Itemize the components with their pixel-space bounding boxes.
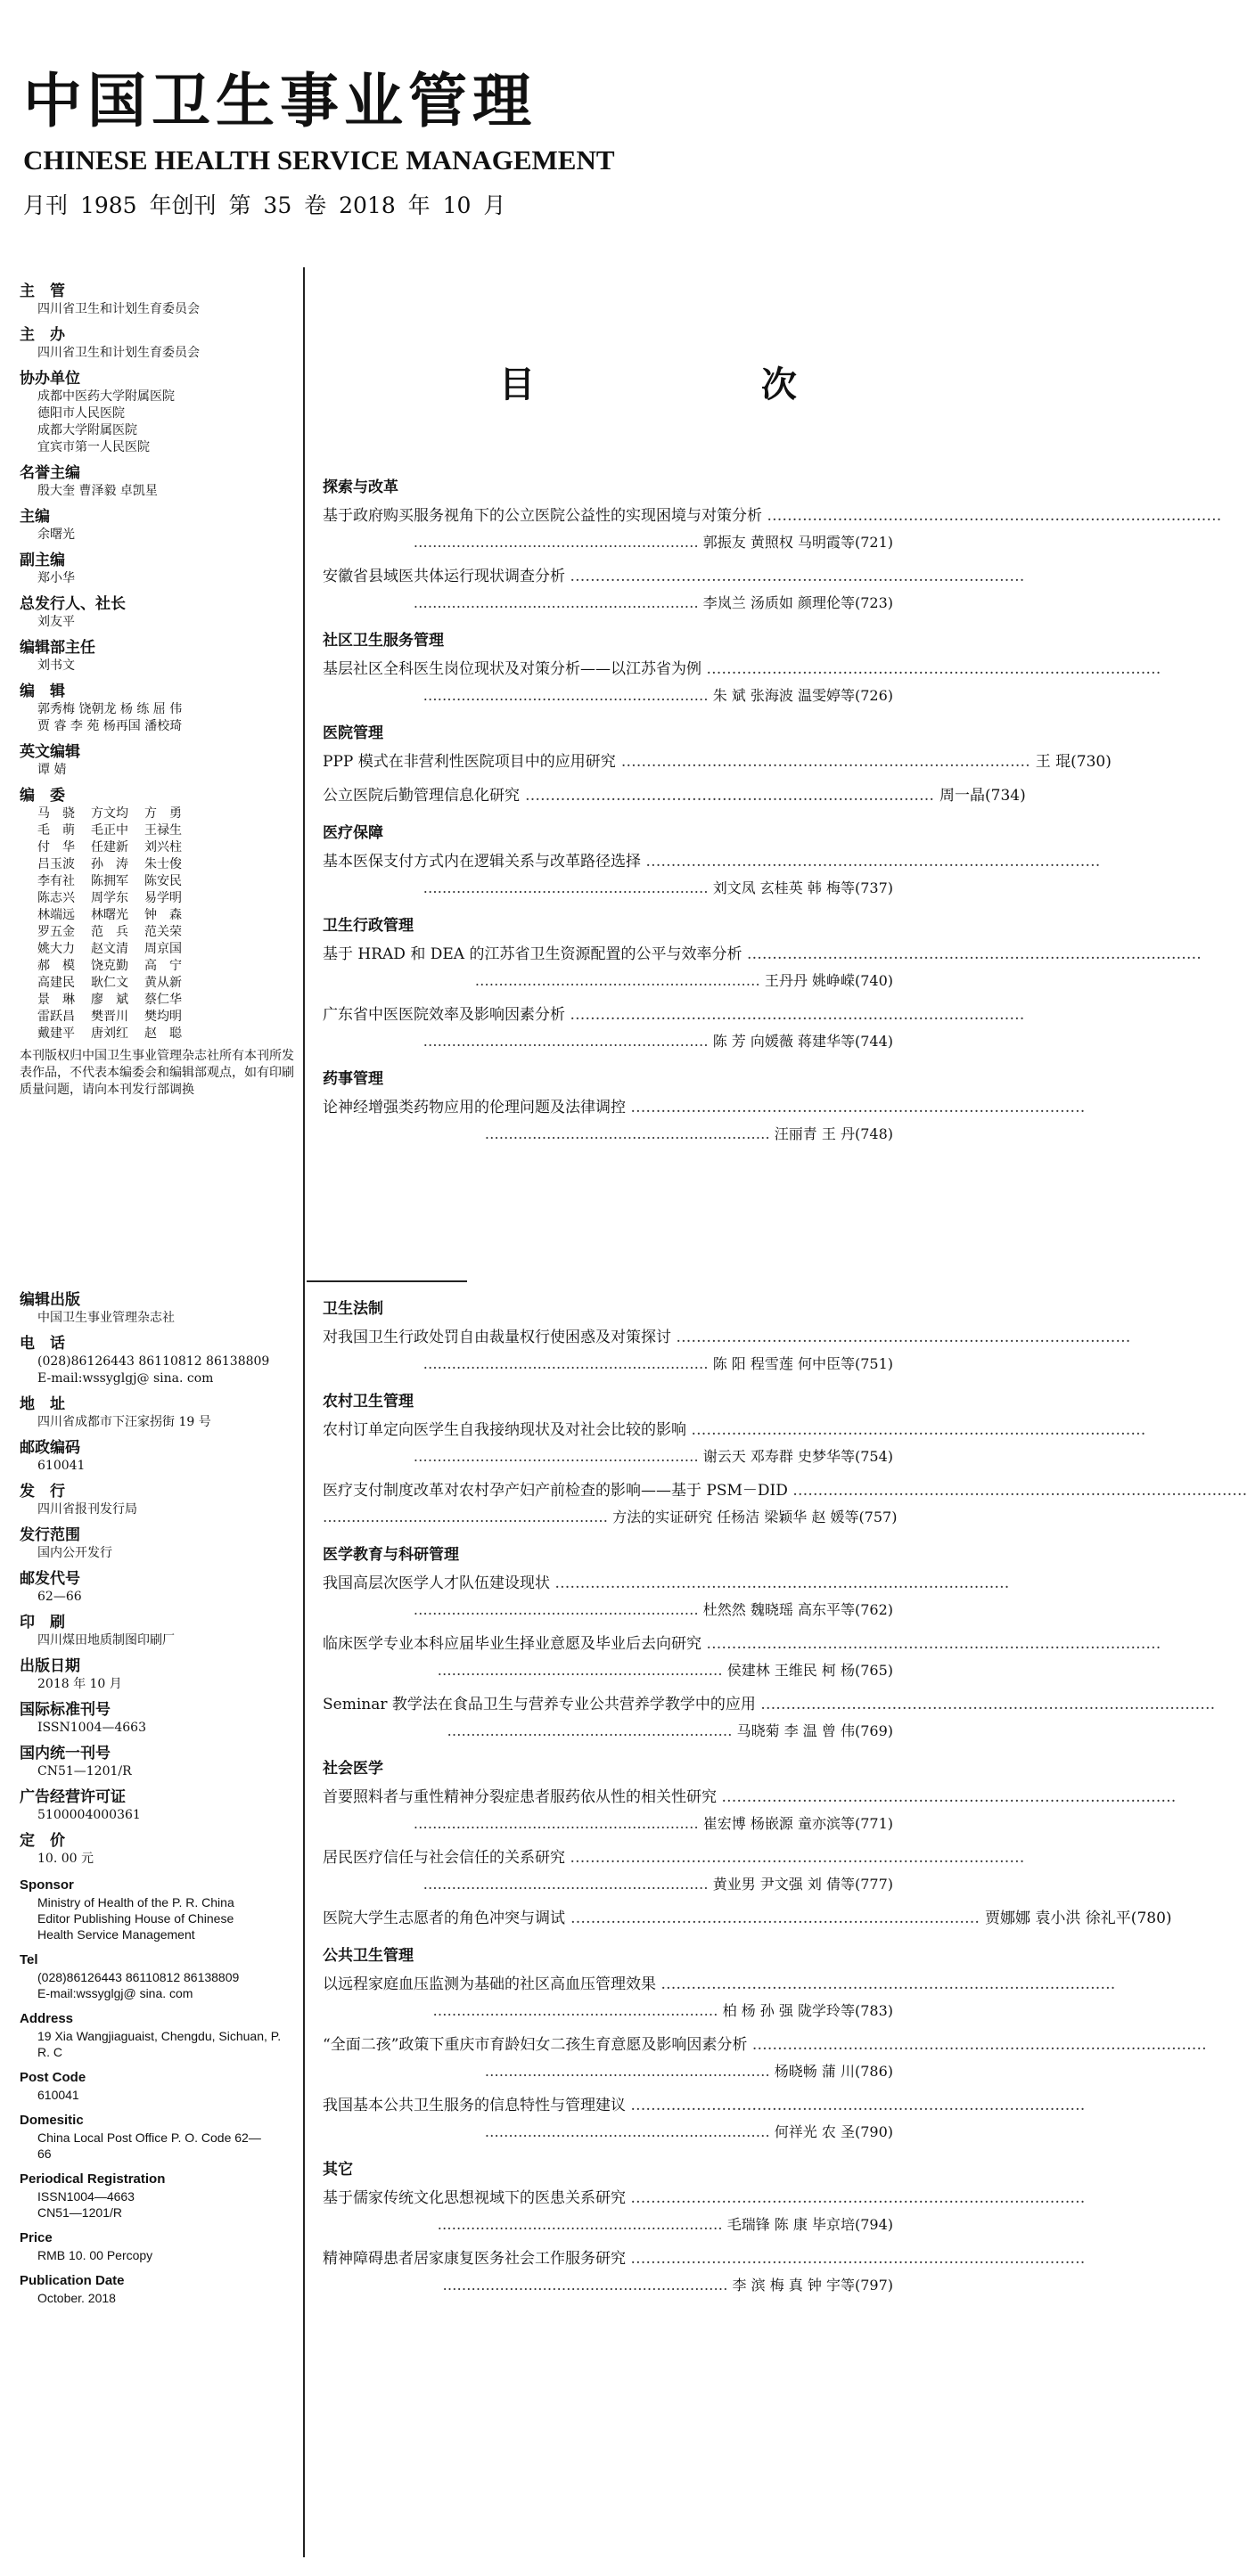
toc-entry <box>323 656 893 709</box>
committee-member: 范关荣 <box>144 925 182 939</box>
info-value: 中国卫生事业管理杂志社 <box>37 1311 175 1325</box>
info-label-en: Publication Date <box>20 2273 125 2288</box>
toc-entry <box>323 1784 893 1837</box>
committee-member: 方 勇 <box>144 806 182 821</box>
committee-member: 陈志兴 <box>37 891 75 905</box>
editorial-committee-list <box>20 806 303 1043</box>
article-title: 我国基本公共卫生服务的信息特性与管理建议 ……………………………………………………………………………… <box>323 2092 893 2119</box>
article-authors: …………………………………………………… 王丹丹 姚峥嵘(740) <box>323 968 893 994</box>
section-divider <box>307 1280 467 1282</box>
committee-member: 毛 萌 <box>37 823 75 838</box>
committee-member: 朱士俊 <box>144 857 182 871</box>
article-title: PPP 模式在非营利性医院项目中的应用研究 <box>323 753 616 771</box>
info-label: 总发行人、社长 <box>20 595 126 613</box>
toc-entry <box>323 1844 893 1898</box>
toc-section-heading: 医院管理 <box>323 724 383 742</box>
committee-member: 易学明 <box>144 891 182 905</box>
toc-entry <box>323 848 893 902</box>
committee-member: 雷跃昌 <box>37 1010 75 1024</box>
info-label: 英文编辑 <box>20 743 80 761</box>
info-label: 邮政编码 <box>20 1439 80 1457</box>
toc-entry <box>323 1417 893 1470</box>
leader-dots: ……………………………………………………………………… <box>620 753 1030 771</box>
info-value-en: (028)86126443 86110812 86138809 <box>37 1970 240 1984</box>
toc-title: 目 次 <box>499 364 904 405</box>
info-value: 刘友平 <box>37 615 75 629</box>
committee-member: 耿仁文 <box>91 976 128 990</box>
toc-section-heading: 探索与改革 <box>323 478 398 496</box>
article-authors: 贾娜娜 袁小洪 徐礼平(780) <box>985 1910 1172 1927</box>
publication-info <box>20 1283 303 2306</box>
committee-member: 孙 涛 <box>91 857 128 871</box>
article-authors: …………………………………………………… 杨晓畅 蒲 川(786) <box>323 2058 893 2085</box>
info-label: 出版日期 <box>20 1657 80 1675</box>
info-value: 四川煤田地质制图印刷厂 <box>37 1633 175 1648</box>
info-label: 地 址 <box>20 1395 65 1413</box>
info-value-en: 610041 <box>37 2088 79 2102</box>
journal-title-en: CHINESE HEALTH SERVICE MANAGEMENT <box>23 144 615 176</box>
committee-member: 唐刘红 <box>91 1026 128 1041</box>
info-label: 发行范围 <box>20 1526 80 1544</box>
toc-entry <box>323 1971 893 2024</box>
toc-entry-row <box>323 748 1112 775</box>
article-authors: …………………………………………………… 何祥光 农 圣(790) <box>323 2119 893 2146</box>
info-value: 郑小华 <box>37 571 75 585</box>
committee-member: 马 骁 <box>37 806 75 821</box>
info-label: 副主编 <box>20 552 65 569</box>
committee-member: 陈安民 <box>144 874 182 888</box>
article-title: 居民医疗信任与社会信任的关系研究 ……………………………………………………………………………… <box>323 1844 893 1871</box>
journal-title-cn: 中国卫生事业管理 <box>23 67 537 135</box>
toc-entry <box>323 2185 893 2238</box>
info-label-en: Tel <box>20 1952 38 1967</box>
article-title: 临床医学专业本科应届毕业生择业意愿及毕业后去向研究 ……………………………………………………………………………… <box>323 1631 893 1657</box>
toc-entry <box>323 2245 893 2299</box>
info-value-en: China Local Post Office P. O. Code 62— <box>37 2130 261 2145</box>
info-value-en: R. C <box>37 2045 62 2059</box>
committee-member: 任建新 <box>91 840 128 855</box>
info-label-en: Sponsor <box>20 1877 74 1893</box>
committee-member: 吕玉波 <box>37 857 75 871</box>
article-title: 医疗支付制度改革对农村孕产妇产前检查的影响——基于 PSM－DID ……………………………………………………………………………… <box>323 1477 893 1504</box>
info-value-en: ISSN1004—4663 <box>37 2189 135 2204</box>
info-value: 610041 <box>37 1459 86 1473</box>
info-label: 定 价 <box>20 1832 65 1850</box>
toc-section-heading: 卫生法制 <box>323 1300 383 1318</box>
info-label: 协办单位 <box>20 370 80 388</box>
toc-entry <box>323 563 893 617</box>
info-value-en: Editor Publishing House of Chinese <box>37 1911 234 1926</box>
toc-section-heading: 农村卫生管理 <box>323 1393 414 1411</box>
info-value: 成都大学附属医院 <box>37 423 137 438</box>
toc-section-heading: 医疗保障 <box>323 824 383 842</box>
article-authors: …………………………………………………… 方法的实证研究 任杨洁 梁颖华 赵 媛等(757) <box>323 1504 893 1531</box>
masthead-staff <box>20 274 303 1099</box>
toc-entry <box>323 1324 893 1378</box>
info-label: 广告经营许可证 <box>20 1788 126 1806</box>
toc-entry <box>323 782 1026 809</box>
info-value: 5100004000361 <box>37 1808 141 1822</box>
article-authors: 周一晶(734) <box>939 787 1026 805</box>
toc-entry <box>323 1905 1172 1932</box>
toc-entry <box>323 1570 893 1623</box>
article-authors: …………………………………………………… 李 滨 梅 真 钟 宇等(797) <box>323 2272 893 2299</box>
info-label-en: Periodical Registration <box>20 2171 166 2187</box>
committee-member: 戴建平 <box>37 1026 75 1041</box>
committee-member: 林端远 <box>37 908 75 922</box>
info-value-en: October. 2018 <box>37 2291 116 2305</box>
committee-member: 姚大力 <box>37 942 75 956</box>
article-authors: …………………………………………………… 崔宏博 杨嵌源 童亦滨等(771) <box>323 1811 893 1837</box>
info-label: 编 辑 <box>20 683 65 700</box>
article-title: 精神障碍患者居家康复医务社会工作服务研究 ……………………………………………………………………………… <box>323 2245 893 2272</box>
article-title: 医院大学生志愿者的角色冲突与调试 <box>323 1910 565 1927</box>
article-authors: …………………………………………………… 李岚兰 汤质如 颜理伦等(723) <box>323 590 893 617</box>
article-title: 基层社区全科医生岗位现状及对策分析——以江苏省为例 ……………………………………………………………………………… <box>323 656 893 683</box>
article-authors: …………………………………………………… 毛瑞锋 陈 康 毕京培(794) <box>323 2212 893 2238</box>
info-value: 2018 年 10 月 <box>37 1677 122 1691</box>
toc-section-heading: 药事管理 <box>323 1070 383 1088</box>
committee-member: 饶克勤 <box>91 959 128 973</box>
toc-section-heading: 社会医学 <box>323 1760 383 1778</box>
info-value: 四川省报刊发行局 <box>37 1502 137 1517</box>
info-value: 谭 婧 <box>37 763 67 777</box>
info-value: 贾 睿 李 苑 杨再国 潘校琦 <box>37 719 183 733</box>
toc-entry-row <box>323 1905 1172 1932</box>
issue-info: 月刊 1985 年创刊 第 35 卷 2018 年 10 月 <box>23 192 506 218</box>
article-authors: …………………………………………………… 马晓菊 李 温 曾 伟(769) <box>323 1718 893 1745</box>
info-value: 殷大奎 曹泽毅 卓凯星 <box>37 484 158 498</box>
table-of-contents-part2 <box>323 1285 1172 2306</box>
info-value: 四川省卫生和计划生育委员会 <box>37 302 200 316</box>
committee-member: 范 兵 <box>91 925 128 939</box>
committee-member: 王禄生 <box>144 823 182 838</box>
committee-member: 蔡仁华 <box>144 993 182 1007</box>
info-value-en: Ministry of Health of the P. R. China <box>37 1895 234 1910</box>
toc-entry <box>323 2032 893 2085</box>
info-value-en: 19 Xia Wangjiaguaist, Chengdu, Sichuan, P. <box>37 2029 282 2043</box>
info-label: 编辑出版 <box>20 1291 80 1309</box>
info-label: 主 办 <box>20 326 65 344</box>
article-title: 论神经增强类药物应用的伦理问题及法律调控 ……………………………………………………………………………… <box>323 1094 893 1121</box>
article-authors: …………………………………………………… 刘文凤 玄桂英 韩 梅等(737) <box>323 875 893 902</box>
article-authors: …………………………………………………… 谢云天 邓寿群 史梦华等(754) <box>323 1443 893 1470</box>
committee-member: 付 华 <box>37 840 75 855</box>
info-label: 主编 <box>20 508 50 526</box>
article-authors: …………………………………………………… 陈 芳 向媛薇 蒋建华等(744) <box>323 1028 893 1055</box>
info-label: 邮发代号 <box>20 1570 80 1588</box>
article-title: 以远程家庭血压监测为基础的社区高血压管理效果 ……………………………………………………………………………… <box>323 1971 893 1998</box>
column-divider <box>303 267 305 2557</box>
info-value-en: RMB 10. 00 Percopy <box>37 2248 153 2262</box>
info-value: 余曙光 <box>37 527 75 542</box>
toc-entry <box>323 1477 898 1531</box>
info-value: 宜宾市第一人民医院 <box>37 440 150 454</box>
toc-entry <box>323 1002 893 1055</box>
committee-member: 廖 斌 <box>91 993 128 1007</box>
toc-section-heading: 社区卫生服务管理 <box>323 632 444 650</box>
article-title: 公立医院后勤管理信息化研究 <box>323 787 520 805</box>
editorial-committee-label: 编 委 <box>20 787 65 805</box>
committee-member: 林曙光 <box>91 908 128 922</box>
table-of-contents-part1 <box>323 463 1112 1155</box>
toc-entry-row <box>323 782 1026 809</box>
article-title: 安徽省县域医共体运行现状调查分析 ……………………………………………………………………………… <box>323 563 893 590</box>
toc-section-heading: 其它 <box>323 2161 353 2179</box>
article-title: 我国高层次医学人才队伍建设现状 ……………………………………………………………………………… <box>323 1570 893 1597</box>
toc-entry <box>323 503 893 556</box>
info-value: 四川省成都市下汪家拐街 19 号 <box>37 1415 211 1429</box>
info-label: 名誉主编 <box>20 464 80 482</box>
article-title: 农村订单定向医学生自我接纳现状及对社会比较的影响 ……………………………………………………………………………… <box>323 1417 893 1443</box>
committee-member: 毛正中 <box>91 823 128 838</box>
committee-member: 高建民 <box>37 976 75 990</box>
info-label-en: Post Code <box>20 2070 86 2085</box>
info-value: (028)86126443 86110812 86138809 <box>37 1354 270 1369</box>
toc-section-heading: 卫生行政管理 <box>323 917 414 935</box>
toc-entry <box>323 941 893 994</box>
leader-dots: ……………………………………………………………………… <box>525 787 934 805</box>
committee-member: 黄从新 <box>144 976 182 990</box>
article-title: 基本医保支付方式内在逻辑关系与改革路径选择 ……………………………………………………………………………… <box>323 848 893 875</box>
article-authors: …………………………………………………… 陈 阳 程雪莲 何中臣等(751) <box>323 1351 893 1378</box>
copyright-notice: 本刊版权归中国卫生事业管理杂志社所有本刊所发表作品，不代表本编委会和编辑部观点，如有印刷质量问题，请向本刊发行部调换 <box>20 1049 294 1097</box>
article-authors: …………………………………………………… 黄业男 尹文强 刘 倩等(777) <box>323 1871 893 1898</box>
article-authors: …………………………………………………… 郭振友 黄照权 马明霞等(721) <box>323 529 893 556</box>
article-authors: 王 琨(730) <box>1035 753 1112 771</box>
article-title: 首要照料者与重性精神分裂症患者服药依从性的相关性研究 ……………………………………………………………………………… <box>323 1784 893 1811</box>
committee-member: 陈拥军 <box>91 874 128 888</box>
toc-entry <box>323 748 1112 775</box>
toc-section-heading: 公共卫生管理 <box>323 1947 414 1965</box>
info-value: 刘书文 <box>37 658 75 673</box>
info-value: E-mail:wssyglgj@ sina. com <box>37 1371 214 1386</box>
info-label: 编辑部主任 <box>20 639 95 657</box>
info-value: 10. 00 元 <box>37 1852 94 1866</box>
committee-member: 钟 森 <box>144 908 182 922</box>
committee-member: 樊均明 <box>144 1010 182 1024</box>
toc-entry <box>323 2092 893 2146</box>
committee-member: 赵文清 <box>91 942 128 956</box>
committee-member: 景 琳 <box>37 993 75 1007</box>
info-value: 四川省卫生和计划生育委员会 <box>37 346 200 360</box>
info-value-en: Health Service Management <box>37 1927 195 1942</box>
committee-member: 樊晋川 <box>91 1010 128 1024</box>
leader-dots: ……………………………………………………………………… <box>570 1910 980 1927</box>
committee-member: 李有社 <box>37 874 75 888</box>
info-label-en: Price <box>20 2230 53 2245</box>
toc-entry <box>323 1691 893 1745</box>
info-label: 电 话 <box>20 1335 65 1353</box>
committee-member: 方文均 <box>91 806 128 821</box>
article-title: 基于 HRAD 和 DEA 的江苏省卫生资源配置的公平与效率分析 ……………………………………………………………………………… <box>323 941 893 968</box>
committee-member: 赵 聪 <box>144 1026 182 1041</box>
toc-section-heading: 医学教育与科研管理 <box>323 1546 459 1564</box>
info-value-en: 66 <box>37 2147 52 2161</box>
committee-member: 周学东 <box>91 891 128 905</box>
article-authors: …………………………………………………… 杜然然 魏晓瑶 高东平等(762) <box>323 1597 893 1623</box>
info-value: CN51—1201/R <box>37 1764 132 1779</box>
committee-member: 罗五金 <box>37 925 75 939</box>
toc-entry <box>323 1631 893 1684</box>
toc-entry <box>323 1094 893 1148</box>
info-value: ISSN1004—4663 <box>37 1721 146 1735</box>
info-value-en: CN51—1201/R <box>37 2205 122 2220</box>
committee-member: 刘兴柱 <box>144 840 182 855</box>
article-title: 广东省中医医院效率及影响因素分析 ……………………………………………………………………………… <box>323 1002 893 1028</box>
info-value-en: E-mail:wssyglgj@ sina. com <box>37 1986 193 2000</box>
info-value: 郭秀梅 饶朝龙 杨 练 屈 伟 <box>37 702 183 716</box>
article-authors: …………………………………………………… 朱 斌 张海波 温雯婷等(726) <box>323 683 893 709</box>
info-label-en: Address <box>20 2011 74 2026</box>
article-title: 基于政府购买服务视角下的公立医院公益性的实现困境与对策分析 ……………………………………………………………………………… <box>323 503 893 529</box>
info-label-en: Domesitic <box>20 2113 84 2128</box>
article-title: 基于儒家传统文化思想视域下的医患关系研究 ……………………………………………………………………………… <box>323 2185 893 2212</box>
info-value: 成都中医药大学附属医院 <box>37 389 175 404</box>
info-label: 国内统一刊号 <box>20 1745 111 1762</box>
article-title: “全面二孩”政策下重庆市育龄妇女二孩生育意愿及影响因素分析 ……………………………………………………………………………… <box>323 2032 893 2058</box>
article-authors: …………………………………………………… 侯建林 王维民 柯 杨(765) <box>323 1657 893 1684</box>
committee-member: 周京国 <box>144 942 182 956</box>
info-value: 德阳市人民医院 <box>37 406 125 421</box>
info-value: 62—66 <box>37 1590 82 1604</box>
committee-member: 郝 模 <box>37 959 75 973</box>
info-label: 国际标准刊号 <box>20 1701 111 1719</box>
info-label: 发 行 <box>20 1483 65 1501</box>
article-authors: …………………………………………………… 柏 杨 孙 强 陇学玲等(783) <box>323 1998 893 2024</box>
info-value: 国内公开发行 <box>37 1546 112 1560</box>
committee-member: 高 宁 <box>144 959 182 973</box>
info-label: 印 刷 <box>20 1614 65 1631</box>
article-title: Seminar 教学法在食品卫生与营养专业公共营养学教学中的应用 ……………………………………………………………………………… <box>323 1691 893 1718</box>
article-authors: …………………………………………………… 汪丽青 王 丹(748) <box>323 1121 893 1148</box>
info-label: 主 管 <box>20 282 65 300</box>
article-title: 对我国卫生行政处罚自由裁量权行使困惑及对策探讨 ……………………………………………………………………………… <box>323 1324 893 1351</box>
masthead <box>23 68 897 221</box>
